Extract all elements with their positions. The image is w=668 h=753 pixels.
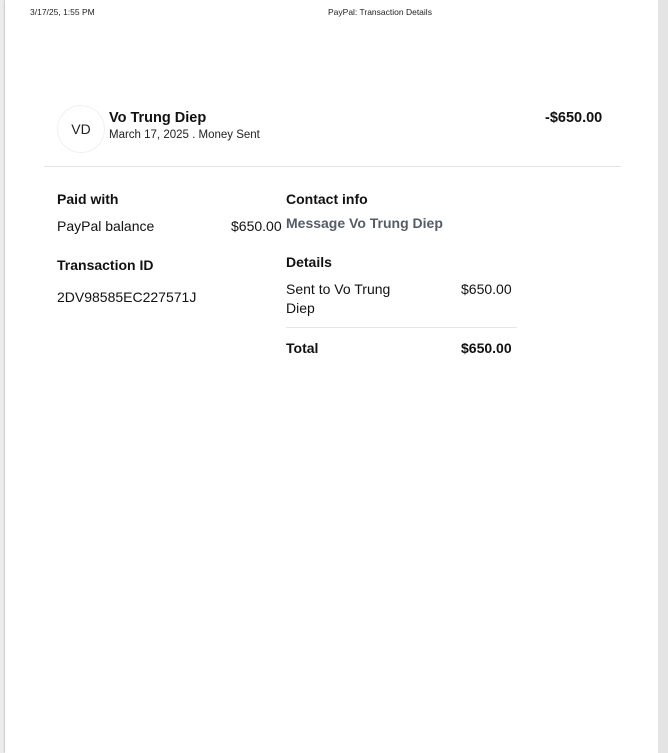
transaction-amount: -$650.00 (545, 110, 603, 126)
total-label: Total (286, 340, 319, 356)
summary-divider (44, 166, 621, 167)
details-line-amount: $650.00 (461, 281, 512, 297)
print-date: 3/17/25, 1:55 PM (30, 7, 95, 17)
payment-method: PayPal balance (57, 218, 155, 234)
printed-page (5, 0, 658, 753)
details-label: Details (286, 254, 332, 270)
contact-info-label: Contact info (286, 191, 368, 207)
recipient-name: Vo Trung Diep (109, 110, 207, 126)
transaction-id-label: Transaction ID (57, 257, 154, 273)
transaction-date-type: March 17, 2025 . Money Sent (109, 129, 260, 141)
details-divider (286, 327, 517, 328)
viewer-background (658, 0, 668, 753)
details-line-label-2: Diep (286, 300, 315, 316)
details-line-label-1: Sent to Vo Trung (286, 281, 391, 297)
transaction-id: 2DV98585EC227571J (57, 289, 197, 305)
total-amount: $650.00 (461, 340, 512, 356)
print-title: PayPal: Transaction Details (328, 7, 432, 17)
avatar (57, 105, 105, 153)
paid-with-label: Paid with (57, 191, 119, 207)
payment-amount: $650.00 (231, 218, 282, 234)
message-recipient-link[interactable]: Message Vo Trung Diep (286, 215, 443, 231)
avatar-initials: VD (71, 121, 91, 137)
